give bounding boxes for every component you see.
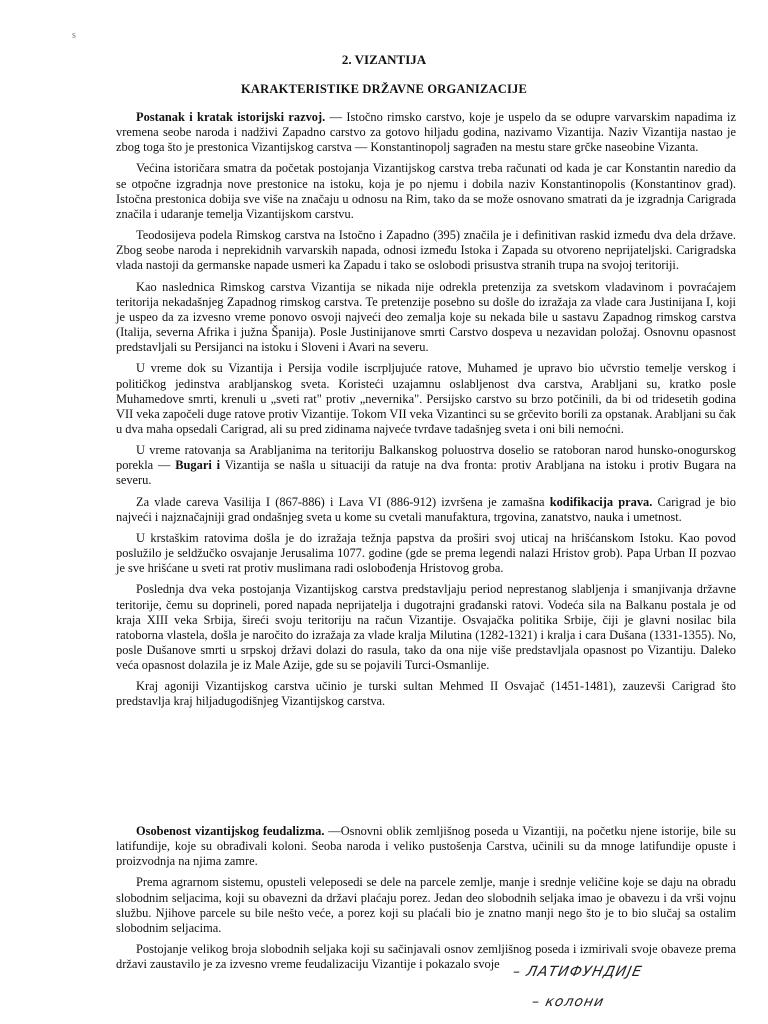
section-historical-development <box>116 110 736 716</box>
paragraph-12: Prema agrarnom sistemu, opusteli veleposedi se dele na parcele zemlje, manje i srednje veličine koje se daju na obradu slobodnim seljacima, koji su obavezni da državi plaćaju porez. Jedan deo slobodnih seljaka imao je obavezu i da vrši vojnu službu. Njihove parcele su bile nešto veće, a porez koji su plaćali bio je znatno manji nego što je to bio slučaj sa ostalim slobodnim seljacima. <box>116 875 736 935</box>
paragraph-10: Kraj agoniji Vizantijskog carstva učinio je turski sultan Mehmed II Osvajač (1451-1481), zauzevši Carigrad što predstavlja kraj hiljadugodišnjeg Vizantijskog carstva. <box>116 679 736 709</box>
page-title: 2. VIZANTIJA <box>341 52 427 67</box>
handwritten-note-koloni: – колони <box>530 994 606 1010</box>
paragraph-3: Teodosijeva podela Rimskog carstva na Istočno i Zapadno (395) značila je i definitivan raskid između dva dela države. Zbog seobe naroda i neprekidnih varvarskih napada, odnosi između Istoka i Zapada su otvoreno neprijateljski. Carigradska vlada nastoji da germanske napade usmeri ka Zapadu i tako se oslobodi prisustva stranih trupa na svojoj teritoriji. <box>116 228 736 273</box>
paragraph-1: Postanak i kratak istorijski razvoj. — Istočno rimsko carstvo, koje je uspelo da se odupre varvarskim napadima iz vremena seobe naroda i nadživi Zapadno carstvo za gotovo hiljadu godina, nazivamo Vizantija. Naziv Vizantija nastao je zbog toga što je prestonica Vizantijskog carstva — Konstantinopolj sagrađen na mestu stare grčke naseobine Vizanta. <box>116 110 736 155</box>
paragraph-2: Većina istoričara smatra da početak postojanja Vizantijskog carstva treba računati od kada je car Konstantin naredio da se otpočne izgradnja nove prestonice na istoku, koja je po njemu i dobila naziv Konstantinopolis (Konstantinov grad). Istočna prestonica dobija sve više na značaju u odnosu na Rim, tako da se može osnovano smatrati da je izgradnja Carigrada značila i udaranje temelja Vizantijskom carstvu. <box>116 161 736 221</box>
paragraph-9: Poslednja dva veka postojanja Vizantijskog carstva predstavljaju period neprestanog slabljenja i smanjivanja državne teritorije, čemu su doprineli, pored napada neprijatelja i dugotrajni građanski ratovi. Vodeća sila na Balkanu postala je od kraja XIII veka Srbija, šireći svoju teritoriju na račun Vizantije. Osvajačka politika Srbije, čiji je glavni nosilac bila ratoborna vlastela, došla je naročito do izražaja za vlade kralja Milutina (1282-1321) i kralja i cara Dušana (1331-1355). No, posle Dušanove smrti u srpskoj državi dolazi do rasula, tako da ona nije više predstavljala opasnost po Vizantiju. Daleko veća opasnost dolazila je iz Male Azije, gde su se pojavili Turci-Osmanlije. <box>116 582 736 673</box>
paragraph-8: U krstaškim ratovima došla je do izražaja težnja papstva da proširi svoj uticaj na hrišćanskom Istoku. Kao povod poslužilo je seldžučko osvajanje Jerusalima 1077. godine (gde se prema legendi nalazi Hristov grob). Papa Urban II pozvao je sve hrišćane u sveti rat protiv muslimana radi oslobođenja Hristovog groba. <box>116 530 736 576</box>
corner-mark: s <box>72 30 76 41</box>
bugari-bold: Bugari i <box>175 458 221 473</box>
page-subtitle: KARAKTERISTIKE DRŽAVNE ORGANIZACIJE <box>241 82 527 96</box>
paragraph-5: U vreme dok su Vizantija i Persija vodile iscrpljujuće ratove, Muhamed je upravo bio učvrstio temelje verskog i političkog jedinstva arabljanskog sveta. Koristeći uzajamnu oslabljenost dva carstva, Arabljani su, kratko posle Muhamedove smrti, krenuli u „sveti rat" protiv „nevernika". Persijsko carstvo su brzo potčinili, da bi od tridesetih godina VII veka započeli duge ratove protiv Vizantije. Tokom VII veka Vizantinci su se grčevito borili za opstanak. Arabljani su čak u dva maha opsedali Carigrad, ali su pred zidinama najveće tvrđave tadašnjeg sveta i oni bili nemoćni. <box>116 361 736 436</box>
paragraph-11: Osobenost vizantijskog feudalizma. —Osnovni oblik zemljišnog poseda u Vizantiji, na početku njene istorije, bile su latifundije, koje su obrađivali koloni. Seoba naroda i veliko pustošenja Carstva, učinili su da mnoge latifundije opuste i proizvodnja na njima zamre. <box>116 824 736 869</box>
handwritten-note-latifundije: – ЛАТИФУНДИЈЕ <box>511 964 644 980</box>
section-heading-2: Osobenost vizantijskog feudalizma. <box>136 824 325 838</box>
section-heading-1: Postanak i kratak istorijski razvoj. <box>136 110 326 124</box>
kodifikacija-bold: kodifikacija prava. <box>549 494 653 509</box>
paragraph-13: Postojanje velikog broja slobodnih seljaka koji su sačinjavali osnov zemljišnog poseda i izmirivali svoje obaveze prema državi zaustavilo je za izvesno vreme feudalizaciju Vizantije i pokazalo svoje <box>116 942 736 972</box>
paragraph-6: U vreme ratovanja sa Arabljanima na teritoriju Balkanskog poluostrva doselio se ratoboran narod hunsko-onogurskog porekla — Bugari i Vizantija se našla u situaciji da ratuje na dva fronta: protiv Arabljana na istoku i protiv Bugara na severu. <box>116 443 737 488</box>
section-feudalism <box>116 824 736 978</box>
paragraph-7: Za vlade careva Vasilija I (867-886) i Lava VI (886-912) izvršena je zamašna kodifikacija prava. Carigrad je bio najveći i najznačajniji grad ondašnjeg sveta u kome su cvetali manufaktura, trgovina, zanatstvo, nauka i umetnost. <box>116 494 737 524</box>
paragraph-4: Kao naslednica Rimskog carstva Vizantija se nikada nije odrekla pretenzija za svetskom vladavinom i povraćajem teritorija nekadašnjeg Zapadnog rimskog carstva. Te pretenzije posebno su došle do izražaja za vlade cara Justinijana I, koji je uspeo da za izvesno vreme ponovo osvoji najveći deo zemalja koje su nekada bile u sastavu Zapadnog rimskog carstva (Italija, severna Afrika i južna Španija). Posle Justinijanove smrti Carstvo dospeva u nezavidan položaj. Osnovnu opasnost predstavljali su Persijanci na istoku i Sloveni i Avari na severu. <box>116 279 736 355</box>
